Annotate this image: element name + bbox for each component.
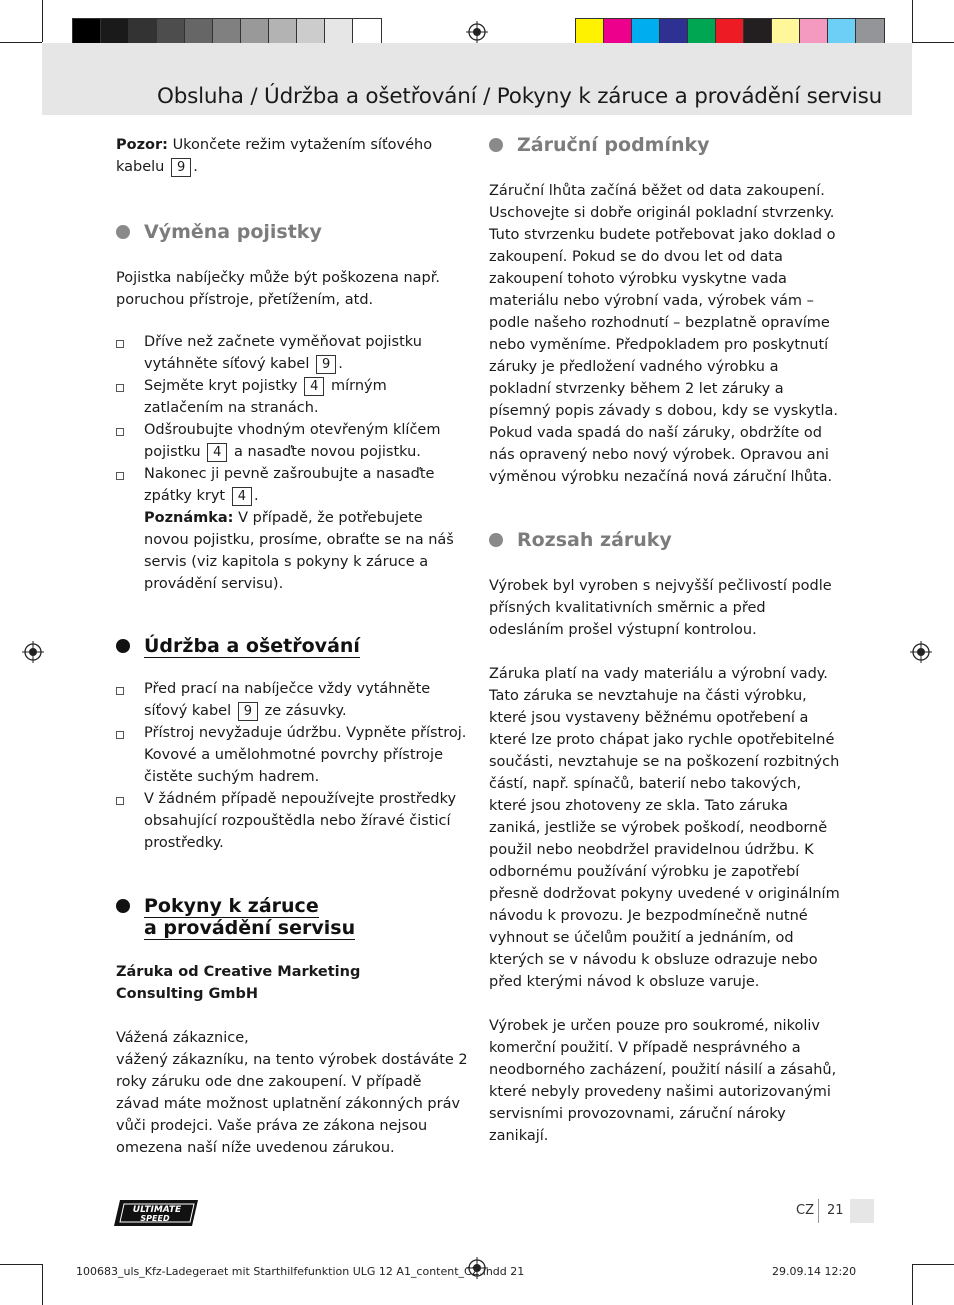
print-slug-filename: 100683_uls_Kfz-Ladegeraet mit Starthilfefunktion ULG 12 A1_content_CZ.indd 21 bbox=[76, 1265, 525, 1278]
checkbox-bullet-icon bbox=[116, 731, 124, 739]
crop-mark bbox=[912, 1264, 913, 1305]
crop-mark bbox=[0, 1264, 42, 1265]
color-swatch bbox=[297, 19, 325, 45]
bullet-dot-icon bbox=[116, 639, 130, 653]
crop-mark bbox=[42, 1264, 43, 1305]
checkbox-bullet-icon bbox=[116, 384, 124, 392]
list-item: Před prací na nabíječce vždy vytáhněte síťový kabel 9 ze zásuvky. bbox=[116, 678, 468, 722]
color-swatch bbox=[213, 19, 241, 45]
section-heading-conditions: Záruční podmínky bbox=[489, 134, 841, 156]
section-heading-warranty: Pokyny k záruce a provádění servisu bbox=[116, 895, 468, 939]
list-item: Nakonec ji pevně zašroubujte a nasaďte zpátky kryt 4 . Poznámka: V případě, že potřebujete novou pojistku, prosíme, obraťte se na náš servis (viz kapitola s pokyny k záruce a provádění servisu). bbox=[116, 463, 468, 595]
registration-mark-icon bbox=[466, 21, 488, 43]
scope-paragraph-1: Výrobek byl vyroben s nejvyšší pečlivostí podle přísných kvalitativních směrnic a před odesláním prošel výstupní kontrolou. bbox=[489, 578, 832, 638]
maintenance-list bbox=[116, 678, 468, 854]
registration-mark-icon bbox=[22, 641, 44, 663]
color-swatch bbox=[744, 19, 772, 45]
right-column bbox=[489, 134, 841, 1147]
checkbox-bullet-icon bbox=[116, 687, 124, 695]
color-swatch bbox=[129, 19, 157, 45]
bullet-dot-icon bbox=[489, 533, 503, 547]
color-swatch bbox=[632, 19, 660, 45]
color-swatch bbox=[325, 19, 353, 45]
section-heading-scope: Rozsah záruky bbox=[489, 529, 841, 551]
svg-text:ULTIMATE: ULTIMATE bbox=[132, 1205, 182, 1215]
color-swatch bbox=[772, 19, 800, 45]
color-swatch bbox=[688, 19, 716, 45]
list-item: Dříve než začnete vyměňovat pojistku vytáhněte síťový kabel 9 . bbox=[116, 331, 468, 375]
part-ref: 9 bbox=[171, 158, 191, 177]
ultimate-speed-logo bbox=[114, 1198, 202, 1228]
grayscale-color-bar bbox=[72, 18, 382, 46]
bullet-dot-icon bbox=[489, 138, 503, 152]
section-heading-fuse: Výměna pojistky bbox=[116, 221, 468, 243]
color-swatch bbox=[660, 19, 688, 45]
color-swatch bbox=[828, 19, 856, 45]
registration-mark-icon bbox=[910, 641, 932, 663]
part-ref: 9 bbox=[316, 355, 336, 374]
crop-mark bbox=[0, 42, 42, 43]
crop-mark bbox=[912, 1264, 954, 1265]
caution-paragraph: Pozor: Ukončete režim vytažením síťového kabelu 9 . bbox=[116, 137, 433, 175]
left-column bbox=[116, 134, 468, 1159]
color-swatch bbox=[185, 19, 213, 45]
fuse-intro: Pojistka nabíječky může být poškozena např. poruchou přístroje, přetížením, atd. bbox=[116, 270, 440, 308]
color-swatch bbox=[241, 19, 269, 45]
crop-mark bbox=[912, 0, 913, 42]
checkbox-bullet-icon bbox=[116, 472, 124, 480]
color-swatch bbox=[269, 19, 297, 45]
color-swatch bbox=[800, 19, 828, 45]
bullet-dot-icon bbox=[116, 899, 130, 913]
conditions-paragraph: Záruční lhůta začíná běžet od data zakoupení. Uschovejte si dobře originál pokladní stvrzenky. Tuto stvrzenku budete potřebovat jako doklad o zakoupení. Pokud se do dvou let od data zakoupení tohoto výrobku vyskytne vada materiálu nebo výrobní vada, výrobek vám – podle našeho rozhodnutí – bezplatně opravíme nebo vyměníme. Předpokladem pro poskytnutí záruky je předložení vadného výrobku a pokladní stvrzenky během 2 let záruky a písemný popis závady s dobou, kdy se vyskytla. Pokud vada spadá do naší záruky, obdržíte od nás opravený nebo nový výrobek. Opravou ani výměnou výrobku nezačíná nová záruční lhůta. bbox=[489, 183, 839, 485]
cmyk-color-bar bbox=[575, 18, 885, 46]
checkbox-bullet-icon bbox=[116, 428, 124, 436]
checkbox-bullet-icon bbox=[116, 797, 124, 805]
color-swatch bbox=[856, 19, 884, 45]
crop-mark bbox=[42, 0, 43, 42]
part-ref: 4 bbox=[232, 487, 252, 506]
svg-text:SPEED: SPEED bbox=[140, 1214, 170, 1223]
warranty-issuer: Záruka od Creative Marketing Consulting GmbH bbox=[116, 964, 361, 1002]
color-swatch bbox=[157, 19, 185, 45]
color-swatch bbox=[353, 19, 381, 45]
color-swatch bbox=[604, 19, 632, 45]
page-title: Obsluha / Údržba a ošetřování / Pokyny k záruce a provádění servisu bbox=[156, 84, 882, 109]
list-item: Odšroubujte vhodným otevřeným klíčem pojistku 4 a nasaďte novou pojistku. bbox=[116, 419, 468, 463]
print-slug-date: 29.09.14 12:20 bbox=[772, 1265, 857, 1278]
part-ref: 9 bbox=[238, 702, 258, 721]
note: Poznámka: V případě, že potřebujete novou pojistku, prosíme, obraťte se na náš servis (viz kapitola s pokyny k záruce a provádění servisu). bbox=[144, 510, 454, 592]
scope-paragraph-2: Záruka platí na vady materiálu a výrobní vady. Tato záruka se nevztahuje na části výrobku, které jsou vystaveny běžnému opotřebení a které lze proto chápat jako rychle opotřebitelné součásti, nevztahuje se na poškození rozbitných částí, např. spínačů, baterií nebo takových, které jsou zhotoveny ze skla. Tato záruka zaniká, jestliže se výrobek poškodí, neodborně použil nebo neobdržel pravidelnou údržbu. K odbornému používání výrobku je zapotřebí přesně dodržovat pokyny uvedené v originálním návodu k provozu. Je bezpodmínečně nutné vyhnout se účelům použití a jednáním, od kterých se v návodu k obsluze odrazuje nebo před kterými návod k obsluze varuje. bbox=[489, 666, 840, 990]
fuse-steps-list bbox=[116, 331, 468, 595]
checkbox-bullet-icon bbox=[116, 340, 124, 348]
page-number: 21 bbox=[827, 1203, 844, 1218]
part-ref: 4 bbox=[207, 443, 227, 462]
footer-divider bbox=[818, 1199, 819, 1223]
section-heading-maintenance: Údržba a ošetřování bbox=[116, 635, 468, 657]
part-ref: 4 bbox=[304, 377, 324, 396]
footer-gray-box bbox=[850, 1199, 874, 1223]
color-swatch bbox=[576, 19, 604, 45]
color-swatch bbox=[101, 19, 129, 45]
warranty-intro: vážený zákazníku, na tento výrobek dostáváte 2 roky záruku ode dne zakoupení. V případě závad máte možnost uplatnění zákonných práv vůči prodejci. Vaše práva ze zákona nejsou omezena naší níže uvedenou zárukou. bbox=[116, 1052, 468, 1156]
color-swatch bbox=[73, 19, 101, 45]
list-item: Přístroj nevyžaduje údržbu. Vypněte přístroj. Kovové a umělohmotné povrchy přístroje čistěte suchým hadrem. bbox=[116, 722, 468, 788]
crop-mark bbox=[912, 42, 954, 43]
color-swatch bbox=[716, 19, 744, 45]
salutation: Vážená zákaznice, bbox=[116, 1030, 249, 1046]
language-code: CZ bbox=[796, 1203, 814, 1218]
caution-label: Pozor: bbox=[116, 137, 168, 153]
scope-paragraph-3: Výrobek je určen pouze pro soukromé, nikoliv komerční použití. V případě nesprávného a neodborného zacházení, použití násilí a zásahů, které nebyly provedeny našimi autorizovanými servisními provozovnami, záruční nároky zanikají. bbox=[489, 1018, 837, 1144]
list-item: V žádném případě nepoužívejte prostředky obsahující rozpouštědla nebo žíravé čisticí prostředky. bbox=[116, 788, 468, 854]
list-item: Sejměte kryt pojistky 4 mírným zatlačením na stranách. bbox=[116, 375, 468, 419]
bullet-dot-icon bbox=[116, 225, 130, 239]
